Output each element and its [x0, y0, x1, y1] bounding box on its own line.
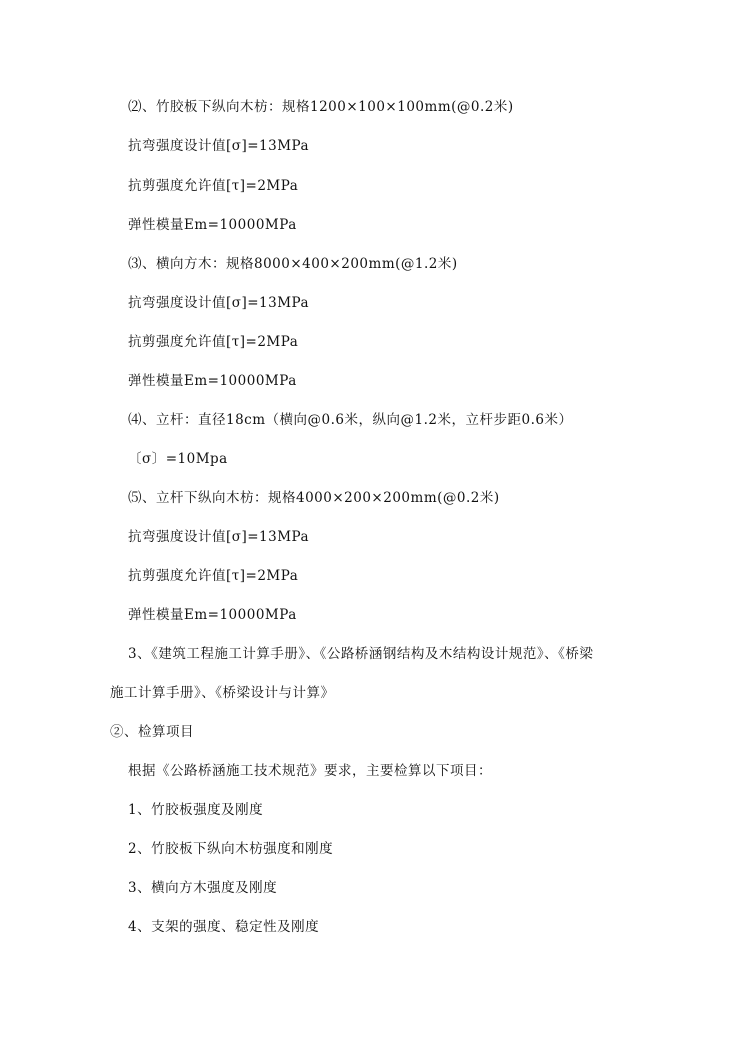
check-item-1: 1、竹胶板强度及刚度 [128, 802, 264, 818]
check-item-4: 4、支架的强度、稳定性及刚度 [128, 919, 320, 935]
shear-strength-line: 抗剪强度允许值[τ]=2MPa [128, 568, 299, 584]
spec-upright-pole: ⑷、立杆：直径18cm（横向@0.6米，纵向@1.2米，立杆步距0.6米） [128, 412, 573, 428]
bending-strength-line: 抗弯强度设计值[σ]=13MPa [128, 138, 310, 154]
references-line-1: 3、《建筑工程施工计算手册》、《公路桥涵钢结构及木结构设计规范》、《桥梁 [128, 646, 594, 662]
elastic-modulus-line: 弹性模量Em=10000MPa [128, 373, 297, 389]
shear-strength-line: 抗剪强度允许值[τ]=2MPa [128, 178, 299, 194]
spec-transverse-timber: ⑶、横向方木：规格8000×400×200mm(@1.2米) [128, 256, 458, 272]
shear-strength-line: 抗剪强度允许值[τ]=2MPa [128, 334, 299, 350]
bending-strength-line: 抗弯强度设计值[σ]=13MPa [128, 529, 310, 545]
references-line-2: 施工计算手册》、《桥梁设计与计算》 [110, 685, 335, 701]
check-items-intro: 根据《公路桥涵施工技术规范》要求，主要检算以下项目： [128, 763, 492, 779]
spec-pole-base-timber: ⑸、立杆下纵向木枋：规格4000×200×200mm(@0.2米) [128, 490, 500, 506]
elastic-modulus-line: 弹性模量Em=10000MPa [128, 217, 297, 233]
spec-bamboo-plywood-longitudinal-timber: ⑵、竹胶板下纵向木枋：规格1200×100×100mm(@0.2米) [128, 99, 514, 115]
check-item-3: 3、横向方木强度及刚度 [128, 880, 278, 896]
check-item-2: 2、竹胶板下纵向木枋强度和刚度 [128, 841, 334, 857]
pole-allowable-stress: 〔σ〕=10Mpa [128, 451, 228, 467]
elastic-modulus-line: 弹性模量Em=10000MPa [128, 607, 297, 623]
bending-strength-line: 抗弯强度设计值[σ]=13MPa [128, 295, 310, 311]
section-heading-check-items: ②、检算项目 [110, 724, 194, 740]
